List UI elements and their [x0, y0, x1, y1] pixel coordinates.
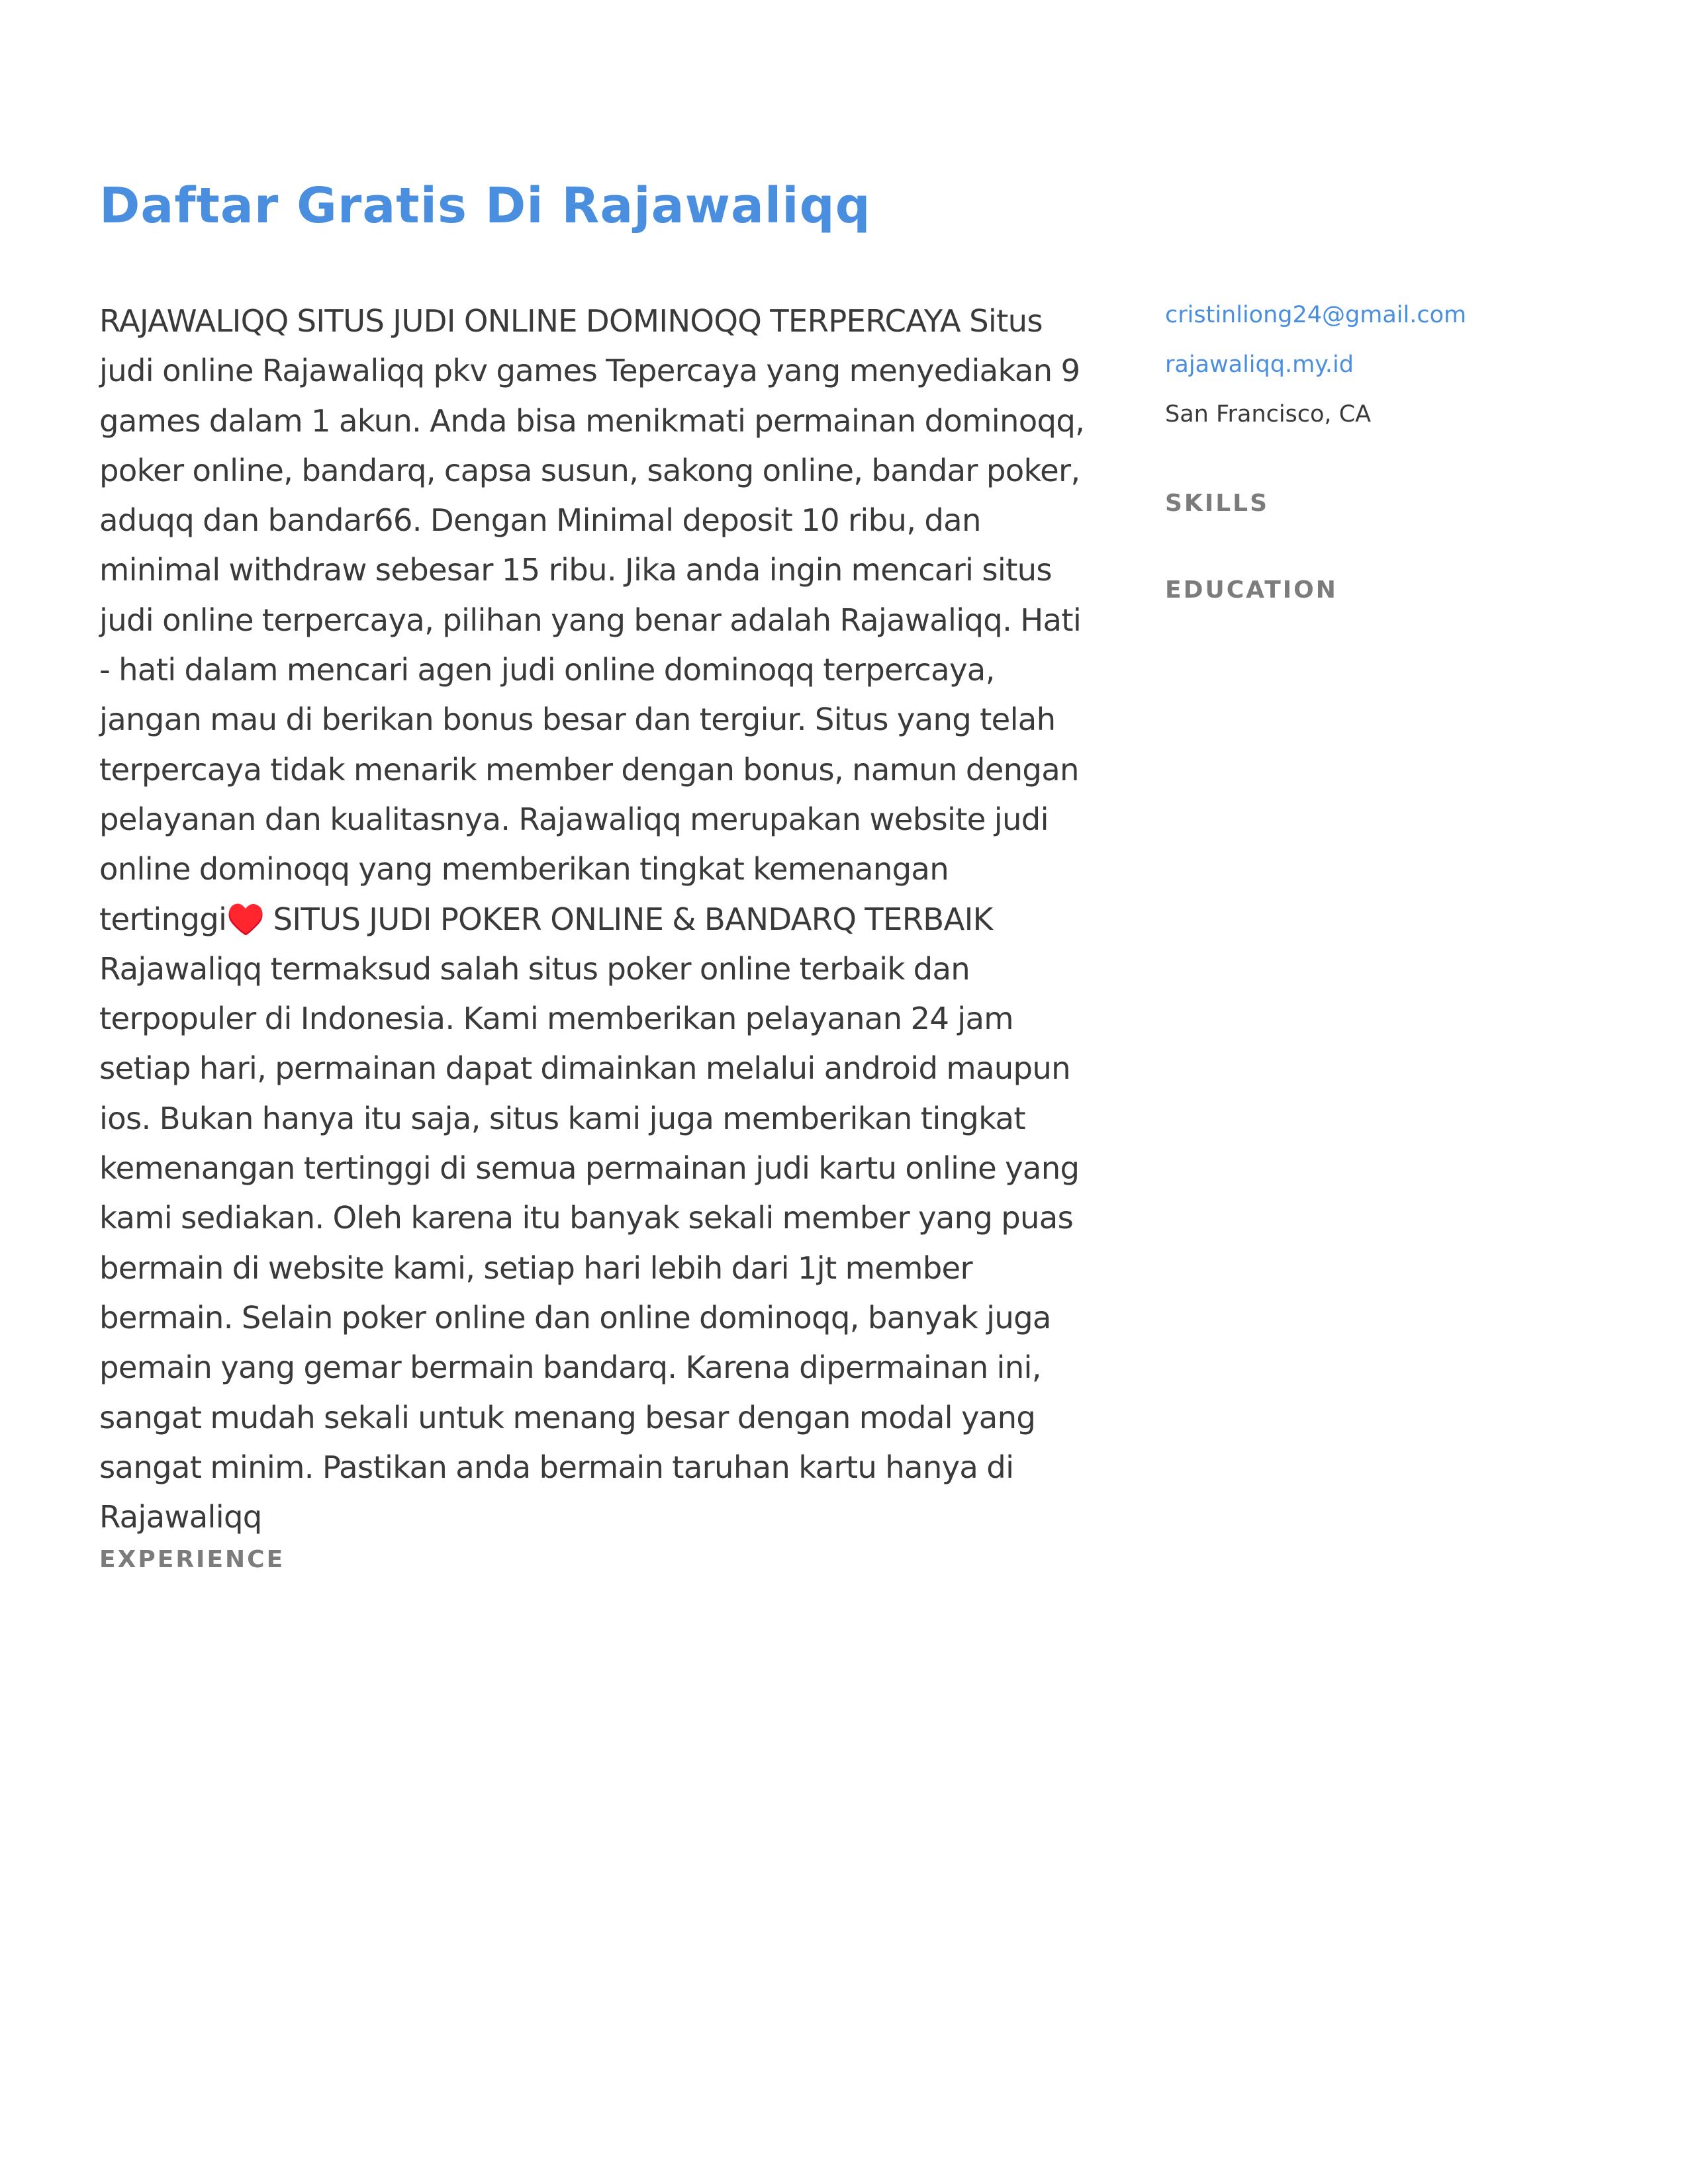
location-text: San Francisco, CA — [1165, 401, 1372, 428]
experience-heading: EXPERIENCE — [99, 1546, 285, 1573]
page-title: Daftar Gratis Di Rajawaliqq — [99, 177, 871, 234]
education-heading: EDUCATION — [1165, 576, 1338, 604]
main-content — [99, 296, 1092, 1542]
website-link[interactable]: rajawaliqq.my.id — [1165, 351, 1354, 378]
summary-text: RAJAWALIQQ SITUS JUDI ONLINE DOMINOQQ TERPERCAYA Situs judi online Rajawaliqq pkv games Tepercaya yang menyediakan 9 games dalam 1 akun. Anda bisa menikmati permainan dominoqq, poker online, bandarq, capsa susun, sakong online, bandar poker, aduqq dan bandar66. Dengan Minimal deposit 10 ribu, dan minimal withdraw sebesar 15 ribu. Jika anda ingin mencari situs judi online terpercaya, pilihan yang benar adalah Rajawaliqq. Hati - hati dalam mencari agen judi online dominoqq terpercaya, jangan mau di berikan bonus besar dan tergiur. Situs yang telah terpercaya tidak menarik member dengan bonus, namun dengan pelayanan dan kualitasnya. Rajawaliqq merupakan website judi online dominoqq yang memberikan tingkat kemenangan tertinggi♥️ SITUS JUDI POKER ONLINE & BANDARQ TERBAIK Rajawaliqq termaksud salah situs poker online terbaik dan terpopuler di Indonesia. Kami memberikan pelayanan 24 jam setiap hari, permainan dapat dimainkan melalui android maupun ios. Bukan hanya itu saja, situs kami juga memberikan tingkat kemenangan tertinggi di semua permainan judi kartu online yang kami sediakan. Oleh karena itu banyak sekali member yang puas bermain di website kami, setiap hari lebih dari 1jt member bermain. Selain poker online dan online dominoqq, banyak juga pemain yang gemar bermain bandarq. Karena dipermainan ini, sangat mudah sekali untuk menang besar dengan modal yang sangat minim. Pastikan anda bermain taruhan kartu hanya di Rajawaliqq — [99, 303, 1085, 1535]
contact-website-row — [1165, 351, 1642, 378]
skills-heading: SKILLS — [1165, 490, 1270, 517]
contact-email-row — [1165, 302, 1642, 328]
contact-sidebar — [1165, 302, 1642, 451]
email-link[interactable]: cristinliong24@gmail.com — [1165, 302, 1467, 328]
